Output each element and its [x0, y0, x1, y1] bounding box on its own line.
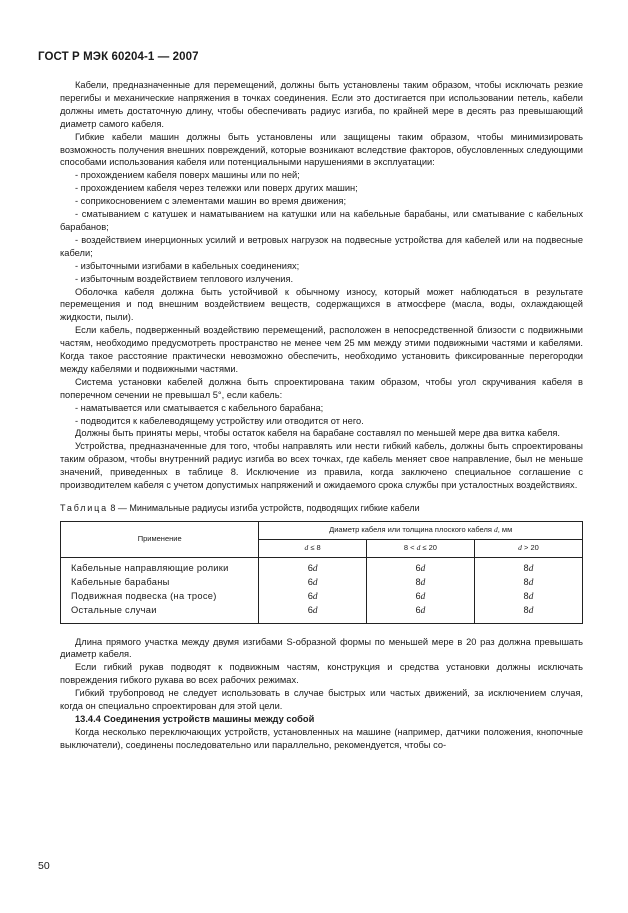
list-item: - прохождением кабеля через тележки или поверх других машин; — [75, 183, 358, 194]
paragraph: Гибкие кабели машин должны быть установлены или защищены таким образом, чтобы минимизировать возможность получения внешних повреждений, которые возникают вследствие факторов, обусловленных следующими способами использования кабеля или потенциальными нарушениями в эксплуатации: — [60, 131, 583, 168]
table-cell: 6d — [366, 590, 474, 604]
table-subheader: 8 < d ≤ 20 — [366, 539, 474, 557]
table-cell-application: Остальные случаи — [61, 604, 259, 623]
table-cell: 6d — [366, 604, 474, 623]
page-number: 50 — [38, 860, 50, 872]
table-header-application: Применение — [61, 521, 259, 557]
table-cell: 6d — [259, 576, 367, 590]
table-cell-application: Кабельные направляющие ролики — [61, 557, 259, 575]
list-item: - избыточными изгибами в кабельных соединениях; — [75, 260, 300, 271]
table-cell: 8d — [474, 576, 582, 590]
subsection-heading — [60, 713, 583, 726]
table-cell: 8d — [474, 557, 582, 575]
paragraph: Гибкий трубопровод не следует использовать в случае быстрых или частых движений, за исключением случая, когда он специально спроектирован для этой цели. — [60, 688, 583, 712]
paragraph: Должны быть приняты меры, чтобы остаток кабеля на барабане составлял по меньшей мере два витка кабеля. — [75, 428, 560, 439]
table-caption-text: 8 — Минимальные радиусы изгиба устройств, подводящих гибкие кабели — [110, 503, 420, 513]
table-cell: 8d — [474, 590, 582, 604]
paragraph: Если гибкий рукав подводят к подвижным частям, конструкция и средства установки должны исключать повреждения гибкого рукава во всех рабочих режимах. — [60, 662, 583, 686]
list-item: - воздействием инерционных усилий и ветровых нагрузок на подвесные устройства для кабелей или на подвесные кабели; — [60, 234, 583, 258]
table-cell-application: Подвижная подвеска (на тросе) — [61, 590, 259, 604]
list-item: - соприкосновением с элементами машин во время движения; — [75, 196, 347, 207]
subsection-number: 13.4.4 — [75, 713, 101, 724]
paragraph: Когда несколько переключающих устройств, установленных на машине (например, датчики положения, кнопочные выключатели), соединены последовательно или параллельно, рекомендуется, чтобы со- — [60, 726, 583, 750]
bend-radius-table — [60, 521, 583, 624]
paragraph: Кабели, предназначенные для перемещений, должны быть установлены таким образом, чтобы исключать резкие перегибы и механические напряжения в точках соединения. Если это достигается при использовании петель, кабели должны иметь достаточную длину, чтобы обеспечивать радиус изгиба, по крайней мере в десять раз превышающий диаметр самого кабеля. — [60, 80, 583, 129]
list-item: - прохождением кабеля поверх машины или по ней; — [75, 170, 300, 181]
table-row — [61, 576, 583, 590]
table-cell: 6d — [259, 604, 367, 623]
table-cell: 8d — [366, 576, 474, 590]
document-header: ГОСТ Р МЭК 60204-1 — 2007 — [38, 51, 199, 63]
table-caption-label: Таблица — [60, 503, 108, 513]
table-row — [61, 557, 583, 575]
table-caption — [60, 502, 583, 515]
page-content — [60, 79, 583, 752]
table-cell: 8d — [474, 604, 582, 623]
paragraph: Длина прямого участка между двумя изгибами S-образной формы по меньшей мере в 20 раз должна превышать диаметр кабеля. — [60, 636, 583, 660]
list-item: - наматывается или сматывается с кабельного барабана; — [75, 402, 324, 413]
table-header-diameter: Диаметр кабеля или толщина плоского кабеля d, мм — [259, 521, 583, 539]
table-subheader: d > 20 — [474, 539, 582, 557]
subsection-title: Соединения устройств машины между собой — [103, 713, 315, 724]
table-cell: 6d — [259, 590, 367, 604]
table-cell-application: Кабельные барабаны — [61, 576, 259, 590]
list-item: - избыточным воздействием теплового излучения. — [75, 273, 294, 284]
paragraph: Устройства, предназначенные для того, чтобы направлять или нести гибкий кабель, должны быть спроектированы таким образом, чтобы внутренний радиус изгиба во всех точках, где кабель меняет свое направление, был не меньше значений, приведенных в таблице 8. Исключение из правила, когда заключено специальное соглашение с производителем кабеля с учетом допустимых напряжений и ожидаемого срока службы при усталостных воздействиях. — [60, 441, 583, 491]
table-row — [61, 590, 583, 604]
table-cell: 6d — [259, 557, 367, 575]
table-cell: 6d — [366, 557, 474, 575]
paragraph: Система установки кабелей должна быть спроектирована таким образом, чтобы угол скручивания кабеля в поперечном сечении не превышал 5°, если кабель: — [60, 376, 583, 400]
paragraph: Оболочка кабеля должна быть устойчивой к обычному износу, который может наблюдаться в результате перемещения и под внешним воздействием веществ, содержащихся в атмосфере (масла, воды, охлаждающей жидкости, пыли). — [60, 286, 583, 323]
list-item: - сматыванием с катушек и наматыванием на катушки или на кабельные барабаны, или сматывание с кабельных барабанов; — [60, 209, 583, 232]
list-item: - подводится к кабелеводящему устройству или отводится от него. — [75, 415, 364, 426]
paragraph: Если кабель, подверженный воздействию перемещений, расположен в непосредственной близости с подвижными частям, необходимо предусмотреть пространство не менее чем 25 мм между этими подвижными частями и кабелями. Когда такое расстояние практически невозможно обеспечить, необходимо установить фиксированные перегородки между кабелями и подвижными частями. — [60, 325, 583, 374]
table-subheader: d ≤ 8 — [259, 539, 367, 557]
table-row — [61, 604, 583, 623]
